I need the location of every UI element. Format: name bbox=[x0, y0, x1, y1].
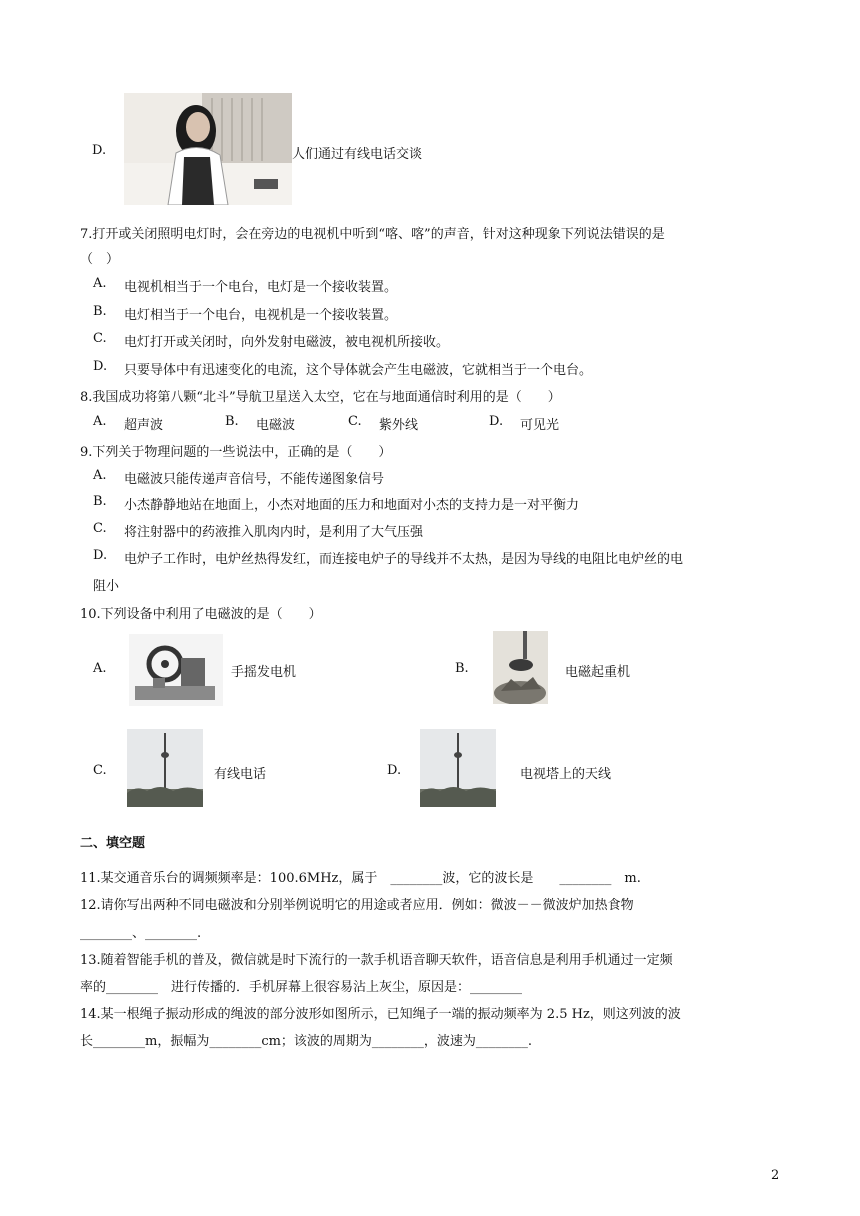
q10-option-c-text: 有线电话 bbox=[214, 767, 267, 782]
q8-option-c-label: C. bbox=[348, 414, 362, 429]
tv-tower-image-c bbox=[127, 729, 203, 807]
q7-option-a-text: 电视机相当于一个电台，电灯是一个接收装置。 bbox=[124, 280, 398, 295]
q7-stem: 7.打开或关闭照明电灯时，会在旁边的电视机中听到“喀、喀”的声音，针对这种现象下列说法错误的是 bbox=[80, 227, 665, 242]
q10-option-d-label: D. bbox=[387, 763, 402, 778]
q8-option-c-text: 紫外线 bbox=[379, 418, 419, 433]
q11-text: 11.某交通音乐台的调频频率是：100.6MHz，属于 ________波，它的波长是 ________ m. bbox=[80, 871, 641, 886]
q10-option-b-text: 电磁起重机 bbox=[565, 665, 631, 680]
q7-option-d-text: 只要导体中有迅速变化的电流，这个导体就会产生电磁波，它就相当于一个电台。 bbox=[124, 363, 593, 378]
q13-line1: 13.随着智能手机的普及，微信就是时下流行的一款手机语音聊天软件，语音信息是利用手机通过一定频 bbox=[80, 953, 673, 968]
q9-stem: 9.下列关于物理问题的一些说法中，正确的是（ ） bbox=[80, 445, 392, 460]
q9-option-d-text: 电炉子工作时，电炉丝热得发红，而连接电炉子的导线并不太热，是因为导线的电阻比电炉丝的电 bbox=[124, 552, 684, 567]
q10-option-b-label: B. bbox=[455, 661, 469, 676]
q8-option-b-label: B. bbox=[225, 414, 239, 429]
q9-option-c-text: 将注射器中的药液推入肌肉内时，是利用了大气压强 bbox=[124, 525, 424, 540]
q10-option-a-label: A. bbox=[93, 661, 107, 676]
q9-option-a-label: A. bbox=[93, 468, 107, 483]
q10-option-a-text: 手摇发电机 bbox=[231, 665, 297, 680]
electromagnetic-crane-image bbox=[493, 631, 548, 704]
q6-option-d-text: 人们通过有线电话交谈 bbox=[292, 147, 423, 162]
q7-paren: （ ） bbox=[80, 252, 120, 267]
tv-tower-image-d bbox=[420, 729, 496, 807]
q12-line1: 12.请你写出两种不同电磁波和分别举例说明它的用途或者应用．例如：微波－－微波炉加热食物 bbox=[80, 898, 634, 913]
q10-option-c-label: C. bbox=[93, 763, 107, 778]
q9-option-b-label: B. bbox=[93, 494, 107, 509]
q8-option-a-label: A. bbox=[93, 414, 107, 429]
q8-stem: 8.我国成功将第八颗“北斗”导航卫星送入太空，它在与地面通信时利用的是（ ） bbox=[80, 390, 561, 405]
q12-line2: ________、________. bbox=[80, 926, 202, 941]
q9-option-d-continuation: 阻小 bbox=[93, 579, 120, 594]
q9-option-c-label: C. bbox=[93, 521, 107, 536]
q7-option-d-label: D. bbox=[93, 359, 108, 374]
q13-line2: 率的________ 进行传播的．手机屏幕上很容易沾上灰尘，原因是：________ bbox=[80, 980, 523, 995]
q10-stem: 10.下列设备中利用了电磁波的是（ ） bbox=[80, 607, 322, 622]
hand-crank-generator-image bbox=[129, 634, 223, 706]
q7-option-c-text: 电灯打开或关闭时，向外发射电磁波，被电视机所接收。 bbox=[124, 335, 450, 350]
section-heading-fill-in: 二、填空题 bbox=[80, 836, 146, 851]
q8-option-a-text: 超声波 bbox=[124, 418, 164, 433]
q9-option-d-label: D. bbox=[93, 548, 108, 563]
q7-option-b-label: B. bbox=[93, 304, 107, 319]
q14-line2: 长________m，振幅为________cm；该波的周期为________，波速为________. bbox=[80, 1034, 533, 1049]
q8-option-d-label: D. bbox=[489, 414, 504, 429]
page-number: 2 bbox=[771, 1168, 780, 1183]
q10-option-d-text: 电视塔上的天线 bbox=[520, 767, 612, 782]
q8-option-b-text: 电磁波 bbox=[256, 418, 296, 433]
q7-option-c-label: C. bbox=[93, 331, 107, 346]
q7-option-a-label: A. bbox=[93, 276, 107, 291]
q9-option-b-text: 小杰静静地站在地面上，小杰对地面的压力和地面对小杰的支持力是一对平衡力 bbox=[124, 498, 580, 513]
q8-option-d-text: 可见光 bbox=[520, 418, 560, 433]
q7-option-b-text: 电灯相当于一个电台，电视机是一个接收装置。 bbox=[124, 308, 398, 323]
q14-line1: 14.某一根绳子振动形成的绳波的部分波形如图所示，已知绳子一端的振动频率为 2.5 Hz，则这列波的波 bbox=[80, 1007, 681, 1022]
q9-option-a-text: 电磁波只能传递声音信号，不能传递图象信号 bbox=[124, 472, 385, 487]
phone-call-photo bbox=[124, 93, 292, 205]
q6-option-d-label: D. bbox=[92, 143, 107, 158]
